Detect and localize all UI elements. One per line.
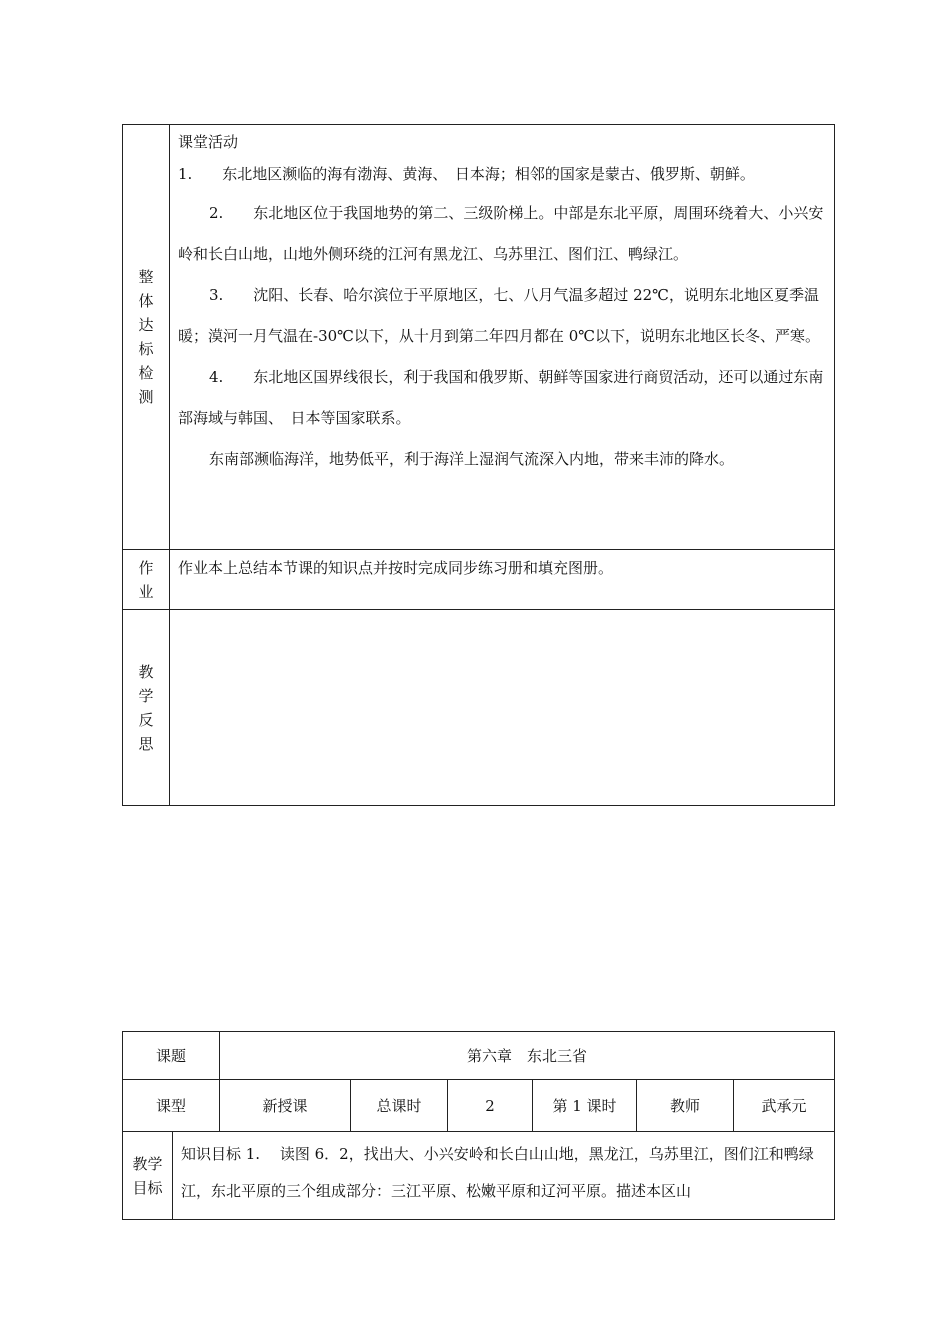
teaching-goal-label-part: 目标: [132, 1178, 163, 1197]
activity-paragraph-2: 2. 东北地区位于我国地势的第二、三级阶梯上。中部是东北平原，周围环绕着大、小兴安岭和长白山地，山地外侧环绕的江河有黑龙江、乌苏里江、图们江、鸭绿江。: [178, 204, 824, 263]
lesson-number: 第 1 课时: [533, 1080, 637, 1132]
topic-value: 第六章 东北三省: [220, 1032, 835, 1080]
total-hours-label: 总课时: [351, 1080, 448, 1132]
reflection-label-char: 教: [138, 662, 154, 681]
reflection-label: [123, 610, 170, 806]
assessment-label-char: 测: [138, 388, 154, 406]
activity-paragraph-1: 1. 东北地区濒临的海有渤海、黄海、 日本海；相邻的国家是蒙古、俄罗斯、朝鲜。: [178, 165, 755, 183]
classroom-activity-title: 课堂活动: [178, 133, 239, 151]
homework-label-char: 作: [138, 558, 154, 577]
assessment-label-char: 整: [138, 268, 154, 286]
teaching-goal-text: 知识目标 1. 读图 6．2，找出大、小兴安岭和长白山山地，黑龙江，乌苏里江，图们江和鸭绿江，东北平原的三个组成部分：三江平原、松嫩平原和辽河平原。描述本区山: [173, 1132, 835, 1220]
activity-paragraph-3: 3. 沈阳、长春、哈尔滨位于平原地区，七、八月气温多超过 22℃，说明东北地区夏季温暖；漠河一月气温在-30℃以下，从十月到第二年四月都在 0℃以下，说明东北地区长冬、严寒。: [178, 286, 821, 345]
homework-text: 作业本上总结本节课的知识点并按时完成同步练习册和填充图册。: [170, 550, 835, 610]
activity-paragraph-4: 4. 东北地区国界线很长，利于我国和俄罗斯、朝鲜等国家进行商贸活动，还可以通过东南部海域与韩国、 日本等国家联系。: [178, 368, 824, 427]
teaching-goal-label: [123, 1132, 173, 1220]
homework-label-char: 业: [138, 582, 154, 601]
reflection-label-char: 反: [138, 710, 154, 729]
lesson-review-table: [122, 124, 835, 806]
assessment-label: [123, 125, 170, 550]
topic-label: 课题: [123, 1032, 220, 1080]
teacher-name: 武承元: [734, 1080, 835, 1132]
classroom-activity-cell: [170, 125, 835, 550]
total-hours-value: 2: [448, 1080, 533, 1132]
homework-label: [123, 550, 170, 610]
assessment-label-char: 检: [138, 364, 154, 382]
type-value: 新授课: [220, 1080, 351, 1132]
reflection-label-char: 思: [138, 734, 154, 753]
type-label: 课型: [123, 1080, 220, 1132]
teacher-label: 教师: [637, 1080, 734, 1132]
assessment-label-char: 体: [138, 292, 154, 310]
reflection-label-char: 学: [138, 686, 154, 705]
lesson-header-table: [122, 1031, 835, 1132]
reflection-cell: [170, 610, 835, 806]
lesson-goal-table: [122, 1131, 835, 1220]
assessment-label-char: 标: [138, 340, 154, 358]
assessment-label-char: 达: [138, 316, 154, 334]
teaching-goal-label-part: 教学: [132, 1154, 163, 1173]
activity-paragraph-5: 东南部濒临海洋，地势低平，利于海洋上湿润气流深入内地，带来丰沛的降水。: [209, 450, 735, 468]
